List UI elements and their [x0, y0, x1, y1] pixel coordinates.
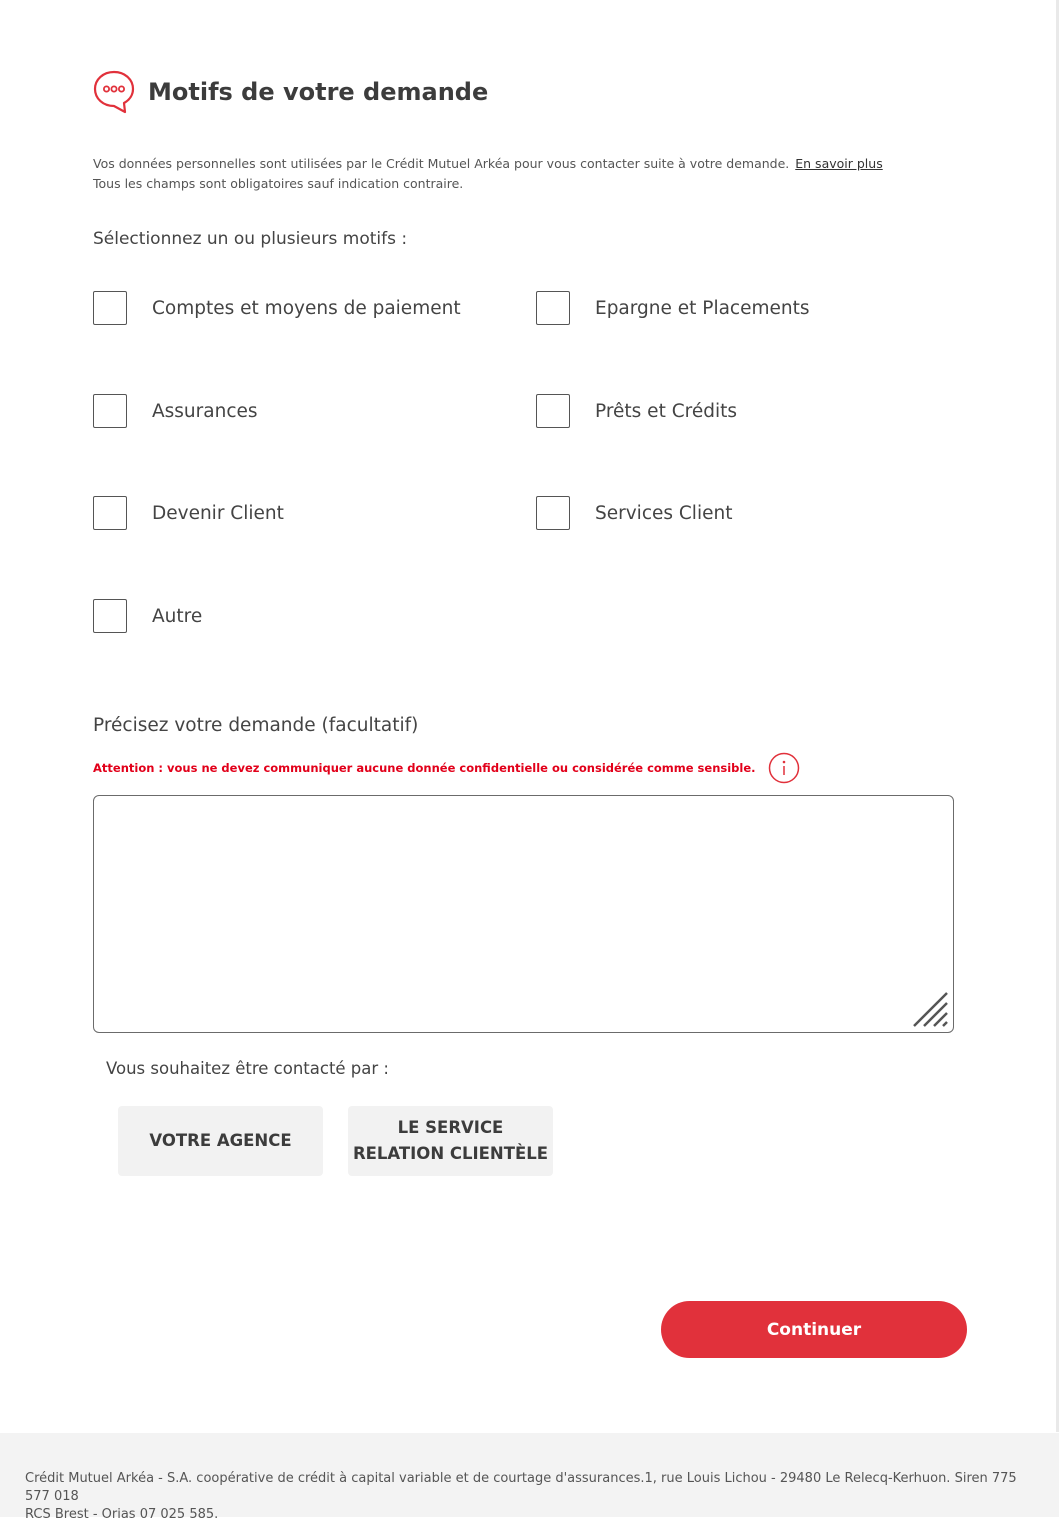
- contact-service-button[interactable]: LE SERVICE RELATION CLIENTÈLE: [348, 1106, 553, 1176]
- resize-handle-icon[interactable]: [912, 991, 950, 1029]
- checkbox-comptes[interactable]: [93, 291, 461, 325]
- checkbox-label: Epargne et Placements: [595, 297, 810, 319]
- contact-label: Vous souhaitez être contacté par :: [106, 1059, 389, 1078]
- speech-bubble-icon: [93, 70, 135, 114]
- info-icon[interactable]: [768, 752, 800, 784]
- checkbox-prets[interactable]: [536, 394, 737, 428]
- checkbox-box[interactable]: [536, 496, 570, 530]
- privacy-notice: [93, 154, 973, 194]
- checkbox-box[interactable]: [93, 599, 127, 633]
- continue-button[interactable]: Continuer: [661, 1301, 967, 1358]
- checkbox-label: Devenir Client: [152, 502, 284, 524]
- motifs-label: Sélectionnez un ou plusieurs motifs :: [93, 229, 408, 249]
- legal-text: [25, 1470, 1045, 1524]
- checkbox-assurances[interactable]: [93, 394, 258, 428]
- checkbox-label: Autre: [152, 605, 203, 627]
- privacy-text: Vos données personnelles sont utilisées par le Crédit Mutuel Arkéa pour vous contacter suite à votre demande.: [93, 156, 790, 171]
- warning-text: Attention : vous ne devez communiquer aucune donnée confidentielle ou considérée comme sensible.: [93, 761, 756, 775]
- checkbox-box[interactable]: [536, 394, 570, 428]
- checkbox-services-client[interactable]: [536, 496, 732, 530]
- required-fields-note: Tous les champs sont obligatoires sauf indication contraire.: [93, 176, 464, 191]
- checkbox-autre[interactable]: [93, 599, 202, 633]
- contact-agence-button[interactable]: VOTRE AGENCE: [118, 1106, 323, 1176]
- learn-more-link[interactable]: En savoir plus: [795, 156, 883, 171]
- legal-line-2: RCS Brest - Orias 07 025 585.: [25, 1507, 219, 1522]
- checkbox-label: Services Client: [595, 502, 733, 524]
- checkbox-box[interactable]: [536, 291, 570, 325]
- footer: [0, 1433, 1059, 1522]
- legal-line-1: Crédit Mutuel Arkéa - S.A. coopérative de crédit à capital variable et de courtage d'assurances.1, rue Louis Lichou - 29480 Le Relecq-Kerhuon. Siren 775 577 018: [25, 1471, 1017, 1504]
- section-header: [93, 70, 488, 114]
- checkbox-box[interactable]: [93, 496, 127, 530]
- checkbox-label: Prêts et Crédits: [595, 400, 737, 422]
- checkbox-box[interactable]: [93, 394, 127, 428]
- demande-textarea-container: [93, 795, 954, 1033]
- checkbox-label: Assurances: [152, 400, 258, 422]
- sensitive-data-warning: [93, 752, 800, 784]
- demande-textarea[interactable]: [94, 796, 953, 1032]
- checkbox-epargne[interactable]: [536, 291, 810, 325]
- checkbox-box[interactable]: [93, 291, 127, 325]
- page-title: Motifs de votre demande: [148, 78, 489, 106]
- checkbox-devenir-client[interactable]: [93, 496, 284, 530]
- checkbox-label: Comptes et moyens de paiement: [152, 297, 461, 319]
- demande-label: Précisez votre demande (facultatif): [93, 715, 419, 736]
